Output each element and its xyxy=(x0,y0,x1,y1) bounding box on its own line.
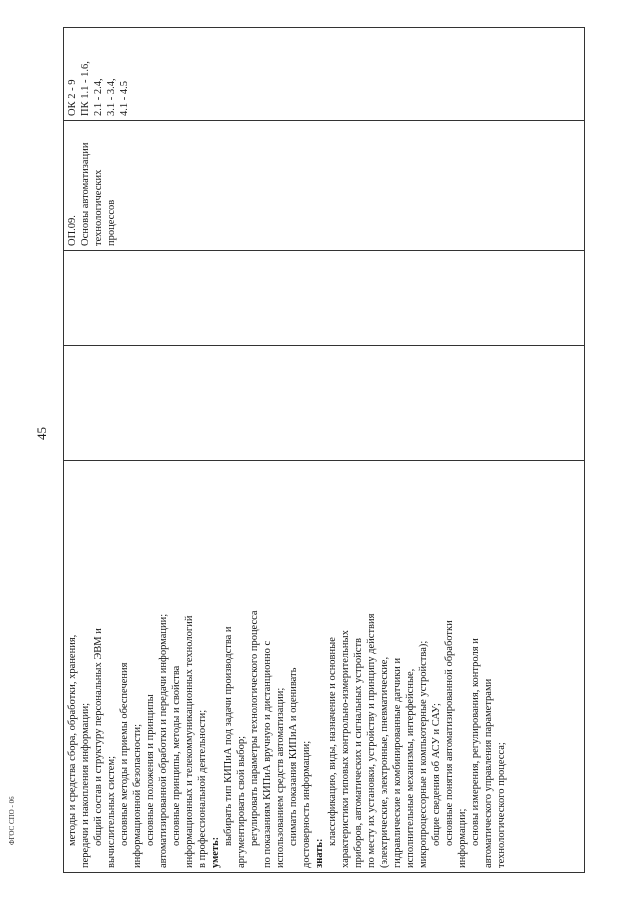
text-line: по показаниям КИПиА вручную и дистанционно с xyxy=(262,640,273,868)
competency-line: 2.1 - 2.4, xyxy=(93,78,104,116)
table-row-top xyxy=(64,28,511,873)
section-label: знать: xyxy=(314,838,325,868)
text-line: информационных и телекоммуникационных технологий xyxy=(184,615,195,868)
text-line: гидравлические и комбинированные датчики и xyxy=(392,657,403,868)
competency-line: 4.1 - 4.5 xyxy=(119,81,130,116)
competency-line: ПК 1.1 - 1.6, xyxy=(80,61,91,116)
text-line: информации; xyxy=(457,808,468,868)
competency-table xyxy=(63,27,585,873)
text-line: основные методы и приемы обеспечения xyxy=(119,662,130,846)
text-line: автоматического управления параметрами xyxy=(483,678,494,868)
competencies-cell xyxy=(64,28,585,121)
text-line: регулировать параметры технологического процесса xyxy=(249,610,260,846)
empty-cell-2 xyxy=(64,346,585,461)
text-line: исполнительные механизмы, интерфейсные, xyxy=(405,668,416,868)
text-line: характеристики типовых контрольно-измерительных xyxy=(340,630,351,868)
text-line: приборов, автоматических и сигнальных устройств xyxy=(353,637,364,868)
text-line: общие сведения об АСУ и САУ; xyxy=(431,703,442,846)
text-line: основные понятия автоматизированной обработки xyxy=(444,620,455,846)
text-line: аргументировать свой выбор; xyxy=(236,736,247,868)
text-line: передачи и накопления информации; xyxy=(80,702,91,868)
text-line: основы измерения, регулирования, контроля и xyxy=(470,638,481,846)
text-line: вычислительных систем; xyxy=(106,755,117,868)
text-line: методы и средства сбора, обработки, хранения, xyxy=(67,634,78,846)
text-line: по месту их установки, устройству и принципу действия xyxy=(366,613,377,868)
empty-cell-3 xyxy=(64,251,585,346)
page-number: 45 xyxy=(34,427,49,440)
discipline-cell xyxy=(64,121,585,251)
knowledge-skills-cell xyxy=(64,461,585,873)
text-line: общий состав и структуру персональных ЭВМ и xyxy=(93,628,104,846)
section-label: уметь: xyxy=(210,836,221,868)
text-line: в профессиональной деятельности; xyxy=(197,709,208,868)
text-line: информационной безопасности; xyxy=(132,723,143,868)
rotated-table-sheet xyxy=(63,28,585,873)
competency-line: 3.1 - 3.4, xyxy=(106,78,117,116)
text-line: классификацию, виды, назначение и основные xyxy=(327,637,338,846)
discipline-code: ОП.09. xyxy=(67,215,78,246)
text-line: выбирать тип КИПиА под задачи производства и xyxy=(223,626,234,846)
discipline-title: Основы автоматизации технологических процессов xyxy=(80,142,117,246)
text-line: технологического процесса; xyxy=(496,742,507,868)
text-line: (электрические, электронные, пневматические, xyxy=(379,656,390,868)
text-line: основные принципы, методы и свойства xyxy=(171,665,182,846)
text-line: достоверность информации; xyxy=(301,740,312,868)
competency-line: ОК 2 - 9 xyxy=(67,79,78,116)
text-line: основные положения и принципы xyxy=(145,694,156,846)
text-line: снимать показания КИПиА и оценивать xyxy=(288,667,299,846)
text-line: использованием средств автоматизации; xyxy=(275,687,286,868)
text-line: микропроцессорные и компьютерные устройства); xyxy=(418,640,429,868)
footer-code: ФГОС СПО - 06 xyxy=(8,796,16,845)
text-line: автоматизированной обработки и передачи информации; xyxy=(158,613,169,868)
